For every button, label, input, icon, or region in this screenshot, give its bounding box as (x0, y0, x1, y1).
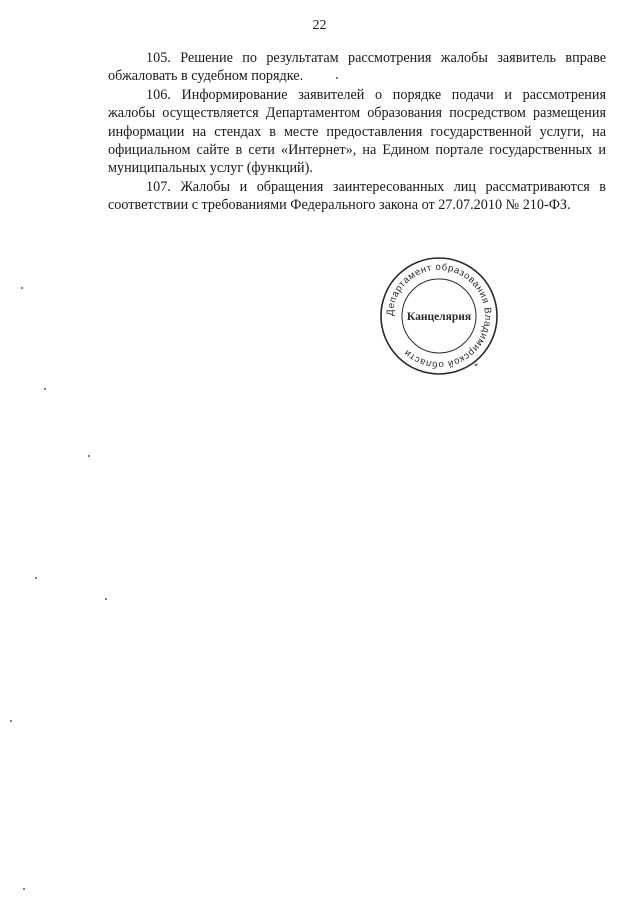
document-body (108, 49, 606, 215)
scan-speck (21, 287, 23, 289)
paragraph-106: 106. Информирование заявителей о порядке подачи и рассмотрения жалобы осуществляется Департаментом образования посредством размещения информации на стендах в месте предоставления государственной услуги, на официальном сайте в сети «Интернет», на Едином портале государственных и муниципальных услуг (функций). (108, 86, 606, 177)
scan-speck (105, 598, 107, 600)
stamp-ring-text: Департамент образования Владимирской области (384, 261, 494, 371)
stamp-seal-icon (378, 255, 500, 377)
office-stamp (378, 255, 500, 377)
scan-speck (10, 720, 12, 722)
paragraph-107: 107. Жалобы и обращения заинтересованных лиц рассматриваются в соответствии с требованиями Федерального закона от 27.07.2010 № 210-ФЗ. (108, 178, 606, 214)
scan-speck (23, 888, 25, 890)
scan-speck (336, 77, 338, 79)
stamp-star-icon: * (474, 362, 478, 371)
scan-speck (44, 388, 46, 390)
scan-speck (35, 577, 37, 579)
stamp-center-text: Канцелярия (406, 311, 472, 323)
paragraph-105: 105. Решение по результатам рассмотрения жалобы заявитель вправе обжаловать в судебном порядке. (108, 50, 606, 85)
page-number: 22 (312, 18, 327, 33)
scan-speck (88, 455, 90, 457)
